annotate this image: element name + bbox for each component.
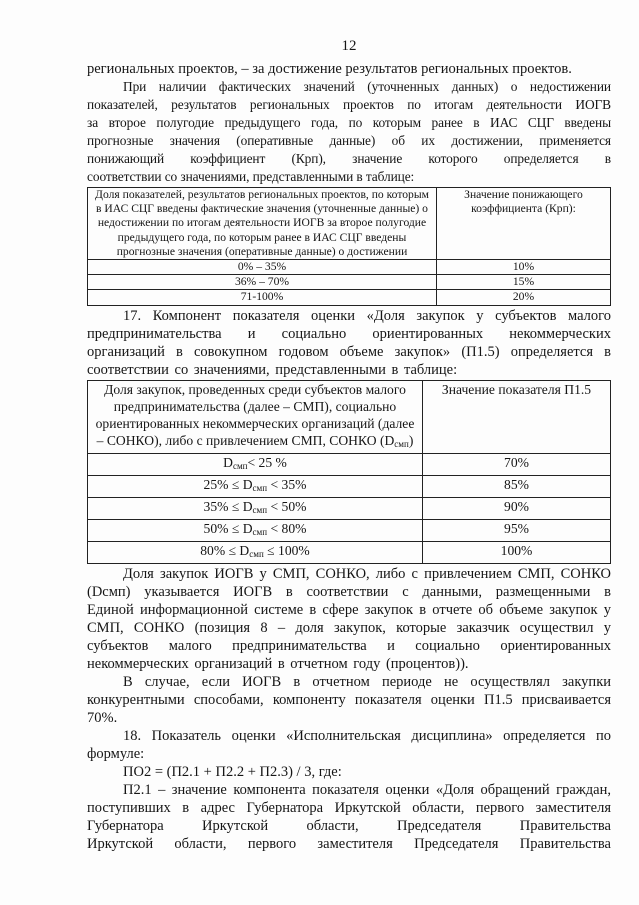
table-reduction-coefficient <box>87 187 611 306</box>
table-row <box>88 290 611 305</box>
table-cell: 70% <box>423 453 611 475</box>
table-row <box>88 497 611 519</box>
paragraph-rp-coefficient <box>87 78 611 186</box>
table-row <box>88 453 611 475</box>
text-line: региональных проектов, – за достижение результатов региональных проектов. <box>87 61 572 77</box>
text-line: При наличии фактических значений (уточненных данных) о недостижении <box>123 79 611 94</box>
page-body <box>87 60 611 853</box>
text-line: предпринимательства и социально ориентированных некоммерческих <box>87 325 611 342</box>
text-line: 70%. <box>87 709 118 726</box>
text-line: СМП, СОНКО (позиция 8 – доля закупок, которые заказчик осуществил у <box>87 619 611 636</box>
text-line: (Dсмп) указывается ИОГВ в соответствии с данными, размещенными в <box>87 583 611 600</box>
text-line: В случае, если ИОГВ в отчетном периоде не осуществлял закупки <box>123 673 611 690</box>
text-line: за второе полугодие предыдущего года, по которым ранее в ИАС СЦГ введены <box>87 115 611 130</box>
paragraph-18 <box>87 727 611 763</box>
text-line: П2.1 – значение компонента показателя оценки «Доля обращений граждан, <box>123 781 611 798</box>
text-line: Доля закупок ИОГВ у СМП, СОНКО, либо с привлечением СМП, СОНКО <box>123 565 611 582</box>
table-cell: $50\% \le D_{смп} < 80\%$ <box>88 519 423 541</box>
table-cell: $35\% \le D_{смп} < 50\%$ <box>88 497 423 519</box>
text-line: конкурентными способами, компоненту показателя оценки П1.5 присваивается <box>87 691 611 708</box>
text-line: 18. Показатель оценки «Исполнительская дисциплина» определяется по <box>123 727 611 744</box>
table-cell: 90% <box>423 497 611 519</box>
table-cell: 36% – 70% <box>88 275 437 290</box>
table-cell: $25\% \le D_{смп} < 35\%$ <box>88 475 423 497</box>
text-line: показателей, результатов региональных проектов по итогам деятельности ИОГВ <box>87 97 611 112</box>
text-line: Иркутской области, первого заместителя Председателя Правительства <box>87 835 611 852</box>
table-cell: $80\% \le D_{смп} \le 100\%$ <box>88 541 423 563</box>
text-line: субъектов малого предпринимательства и социально ориентированных <box>87 637 611 654</box>
text-line: поступивших в адрес Губернатора Иркутской области, первого заместителя <box>87 799 611 816</box>
text-line: соответствии со значениями, представленными в таблице: <box>87 361 458 378</box>
table-header-row <box>88 380 611 453</box>
text-line: прогнозные значения (оперативные данные) об их достижении, применяется <box>87 133 611 148</box>
table-row <box>88 475 611 497</box>
table-smp-share <box>87 380 611 564</box>
table-cell: 15% <box>437 275 611 290</box>
table-header-cell: Доля показателей, результатов региональных проектов, по которым в ИАС СЦГ введены фактические значения (уточненные данные) о недостижении по итогам деятельности ИОГВ за второе полугодие предыдущего года, по которым ранее в ИАС СЦГ введены прогнозные значения (оперативные данные) о достижении <box>88 188 437 260</box>
table-cell: 95% <box>423 519 611 541</box>
paragraph-continuation <box>87 60 611 78</box>
page-number: 12 <box>341 38 357 54</box>
table-row <box>88 275 611 290</box>
table-cell: $D_{смп}< 25$ % <box>88 453 423 475</box>
paragraph-no-procurement <box>87 673 611 727</box>
table-cell: 10% <box>437 260 611 275</box>
table-header-cell: Значение понижающего коэффициента (Крп): <box>437 188 611 260</box>
table-row <box>88 519 611 541</box>
table-header-cell: Доля закупок, проведенных среди субъектов малого предпринимательства (далее – СМП), социально ориентированных некоммерческих организаций (далее – СОНКО), либо с привлечением СМП, СОНКО $(D_{смп})$ <box>88 380 423 453</box>
table-row <box>88 260 611 275</box>
text-line: формуле: <box>87 745 145 762</box>
paragraph-smp-share-source <box>87 565 611 673</box>
paragraph-p2-1 <box>87 781 611 853</box>
table-cell: 0% – 35% <box>88 260 437 275</box>
table-cell: 71-100% <box>88 290 437 305</box>
table-cell: 20% <box>437 290 611 305</box>
text-line: 17. Компонент показателя оценки «Доля закупок у субъектов малого <box>123 307 611 324</box>
table-row <box>88 541 611 563</box>
paragraph-17 <box>87 307 611 379</box>
table-header-row <box>88 188 611 260</box>
text-line: Единой информационной системе в сфере закупок в отчете об объеме закупок у <box>87 601 611 618</box>
table-cell: 85% <box>423 475 611 497</box>
text-line: понижающий коэффициент (Крп), значение которого определяется в <box>87 151 611 166</box>
formula: ПО2 = (П2.1 + П2.2 + П2.3) / 3, где: <box>123 763 342 780</box>
table-header-cell: Значение показателя П1.5 <box>423 380 611 453</box>
text-line: Губернатора Иркутской области, Председателя Правительства <box>87 817 611 834</box>
text-line: организаций в совокупном годовом объеме закупок» (П1.5) определяется в <box>87 343 611 360</box>
table-cell: 100% <box>423 541 611 563</box>
text-line: некоммерческих организаций в отчетном году (процентов)). <box>87 655 469 672</box>
text-line: соответствии со значениями, представленными в таблице: <box>87 169 415 184</box>
